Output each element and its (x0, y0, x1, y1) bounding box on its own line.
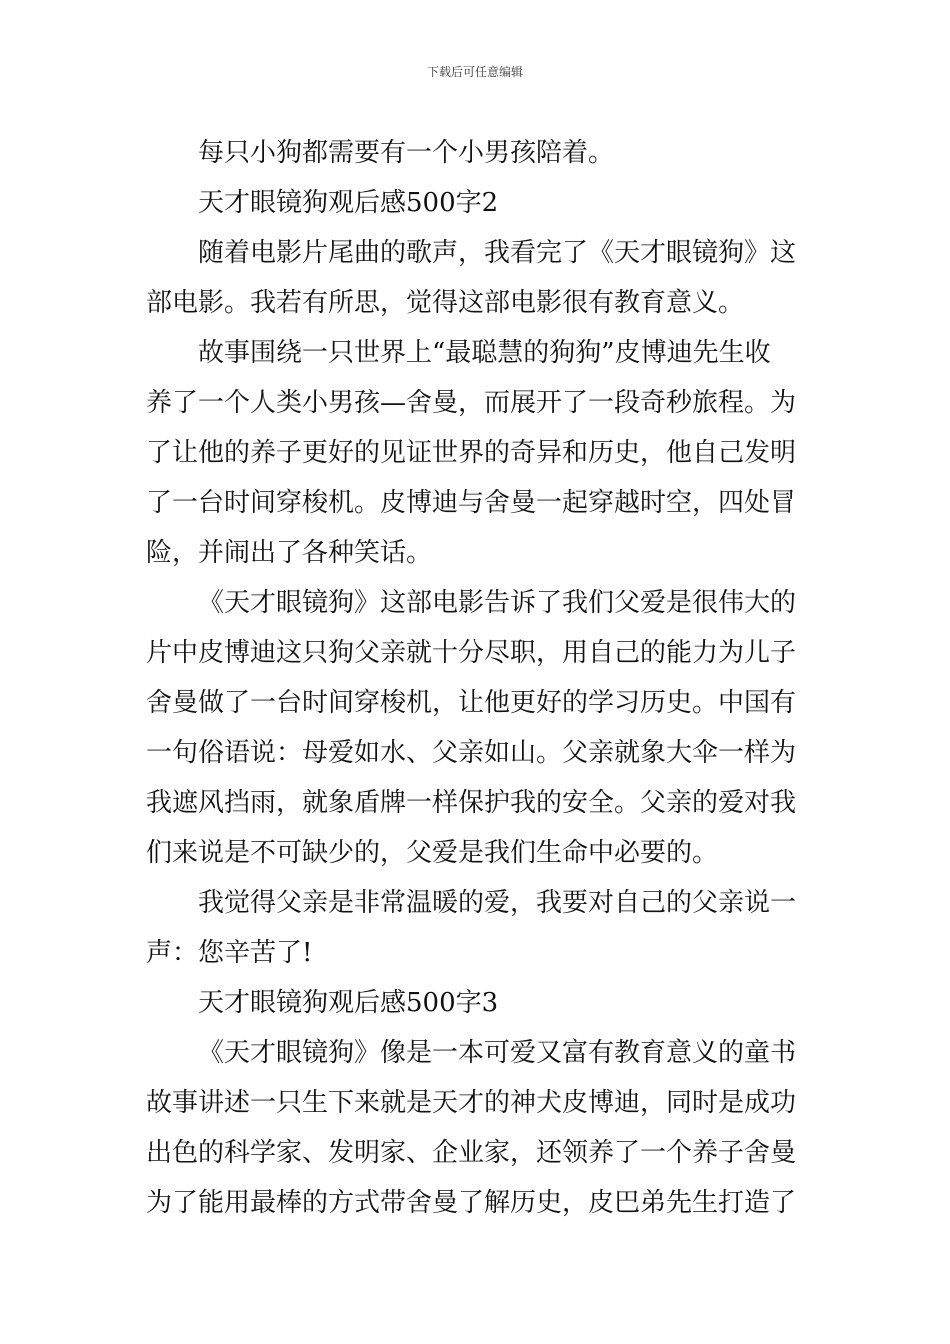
text-line: 《天才眼镜狗》这部电影告诉了我们父爱是很伟大的 (198, 588, 797, 618)
text-line: 每只小狗都需要有一个小男孩陪着。 (198, 138, 615, 168)
text-line: 们来说是不可缺少的，父爱是我们生命中必要的。 (146, 838, 719, 868)
text-line: 我遮风挡雨，就象盾牌一样保护我的安全。父亲的爱对我 (146, 788, 797, 818)
text-line: 险，并闹出了各种笑话。 (146, 538, 433, 568)
text-line: 声：您辛苦了! (146, 938, 313, 968)
text-line: 出色的科学家、发明家、企业家，还领养了一个养子舍曼 (146, 1138, 797, 1168)
text-line: 一句俗语说：母爱如水、父亲如山。父亲就象大伞一样为 (146, 738, 797, 768)
text-line: 故事讲述一只生下来就是天才的神犬皮博迪，同时是成功 (146, 1088, 797, 1118)
text-line: 天才眼镜狗观后感500字2 (198, 188, 499, 218)
text-line: 随着电影片尾曲的歌声，我看完了《天才眼镜狗》这 (198, 238, 797, 268)
document-body (146, 128, 806, 1228)
text-line: 片中皮博迪这只狗父亲就十分尽职，用自己的能力为儿子 (146, 638, 797, 668)
text-line: 部电影。我若有所思，觉得这部电影很有教育意义。 (146, 288, 745, 318)
text-line: 故事围绕一只世界上“最聪慧的狗狗”皮博迪先生收 (198, 338, 771, 368)
text-line: 了一台时间穿梭机。皮博迪与舍曼一起穿越时空，四处冒 (146, 488, 797, 518)
text-line: 为了能用最棒的方式带舍曼了解历史，皮巴弟先生打造了 (146, 1188, 797, 1218)
text-line: 舍曼做了一台时间穿梭机，让他更好的学习历史。中国有 (146, 688, 797, 718)
text-line: 《天才眼镜狗》像是一本可爱又富有教育意义的童书 (198, 1038, 797, 1068)
text-line: 我觉得父亲是非常温暖的爱，我要对自己的父亲说一 (198, 888, 797, 918)
text-line: 了让他的养子更好的见证世界的奇异和历史，他自己发明 (146, 438, 797, 468)
text-line: 养了一个人类小男孩—舍曼，而展开了一段奇秒旅程。为 (146, 388, 797, 418)
page-header: 下载后可任意编辑 (426, 65, 523, 79)
text-line: 天才眼镜狗观后感500字3 (198, 988, 499, 1018)
